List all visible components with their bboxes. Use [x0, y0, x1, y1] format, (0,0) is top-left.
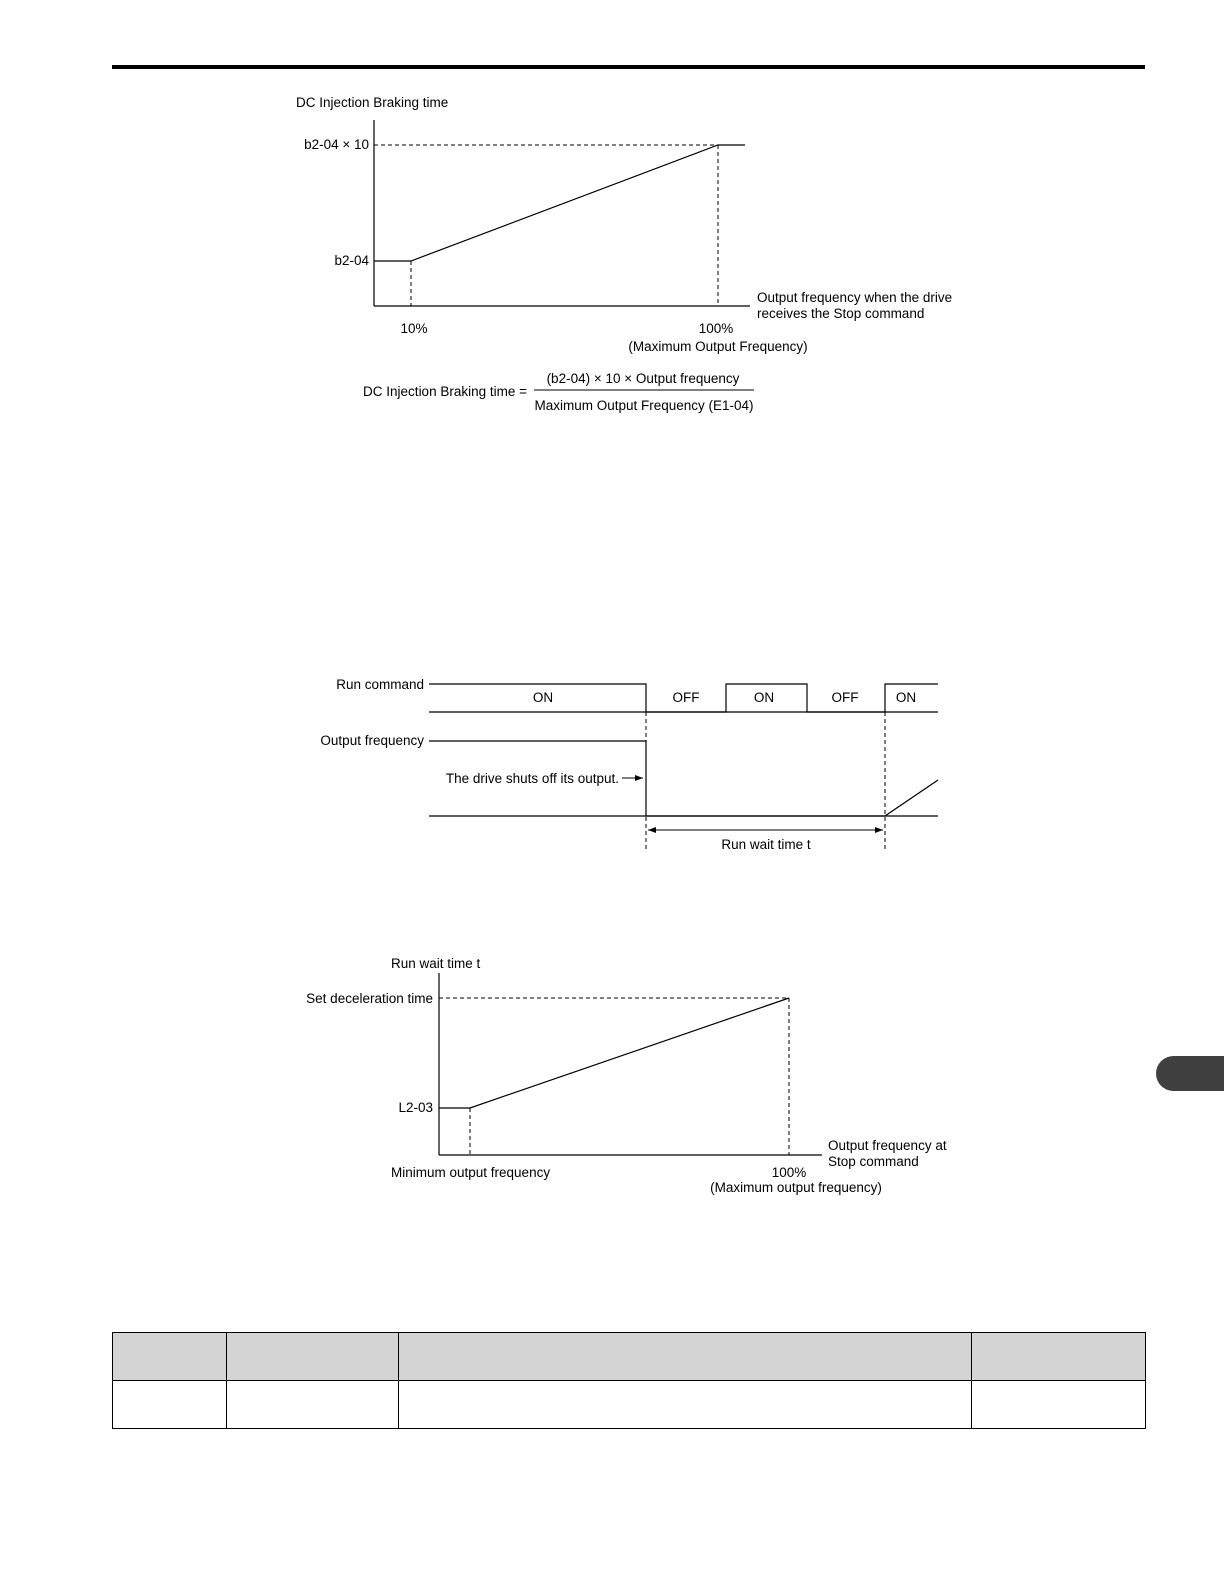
table-header-row: [113, 1333, 1146, 1381]
table-header-cell: [227, 1333, 399, 1381]
x-max-sublabel: (Maximum output frequency): [710, 1180, 882, 1195]
y-axis-title: DC Injection Braking time: [296, 95, 449, 110]
x-max-label: 100%: [698, 321, 734, 336]
state-label-on-2: ON: [753, 690, 775, 705]
y-max-label: b2-04 × 10: [304, 137, 369, 152]
table-row: [113, 1381, 1146, 1429]
x-axis-label-line1: Output frequency at: [828, 1138, 947, 1153]
x-axis-label-line1: Output frequency when the drive: [757, 290, 953, 305]
state-label-off-1: OFF: [672, 690, 700, 705]
y-axis-title: Run wait time t: [391, 956, 481, 971]
y-min-label: b2-04: [334, 253, 369, 268]
shutoff-note: The drive shuts off its output.: [445, 771, 619, 786]
output-frequency-label: Output frequency: [320, 733, 424, 748]
formula-numerator: (b2-04) × 10 × Output frequency: [546, 371, 740, 386]
formula-denominator: Maximum Output Frequency (E1-04): [534, 398, 754, 413]
y-max-label: Set deceleration time: [306, 991, 433, 1006]
table-cell: [972, 1381, 1146, 1429]
x-max-sublabel: (Maximum Output Frequency): [628, 339, 808, 354]
x-axis-label-line2: receives the Stop command: [757, 306, 925, 321]
parameter-table: [112, 1332, 1146, 1429]
x-min-label: 10%: [400, 321, 428, 336]
table-header-cell: [399, 1333, 972, 1381]
y-min-label: L2-03: [398, 1100, 433, 1115]
x-max-label: 100%: [771, 1165, 807, 1180]
table-cell: [113, 1381, 227, 1429]
wait-time-curve: [439, 998, 789, 1108]
state-label-off-2: OFF: [831, 690, 859, 705]
table-header-cell: [972, 1333, 1146, 1381]
x-min-label: Minimum output frequency: [391, 1165, 551, 1180]
x-axis-label-line2: Stop command: [828, 1154, 919, 1169]
state-label-on-1: ON: [532, 690, 554, 705]
wait-time-label: Run wait time t: [721, 837, 811, 852]
table-header-cell: [113, 1333, 227, 1381]
state-label-on-3: ON: [895, 690, 917, 705]
table-cell: [399, 1381, 972, 1429]
run-command-label: Run command: [336, 677, 424, 692]
table-cell: [227, 1381, 399, 1429]
formula-lhs: DC Injection Braking time =: [363, 384, 527, 399]
